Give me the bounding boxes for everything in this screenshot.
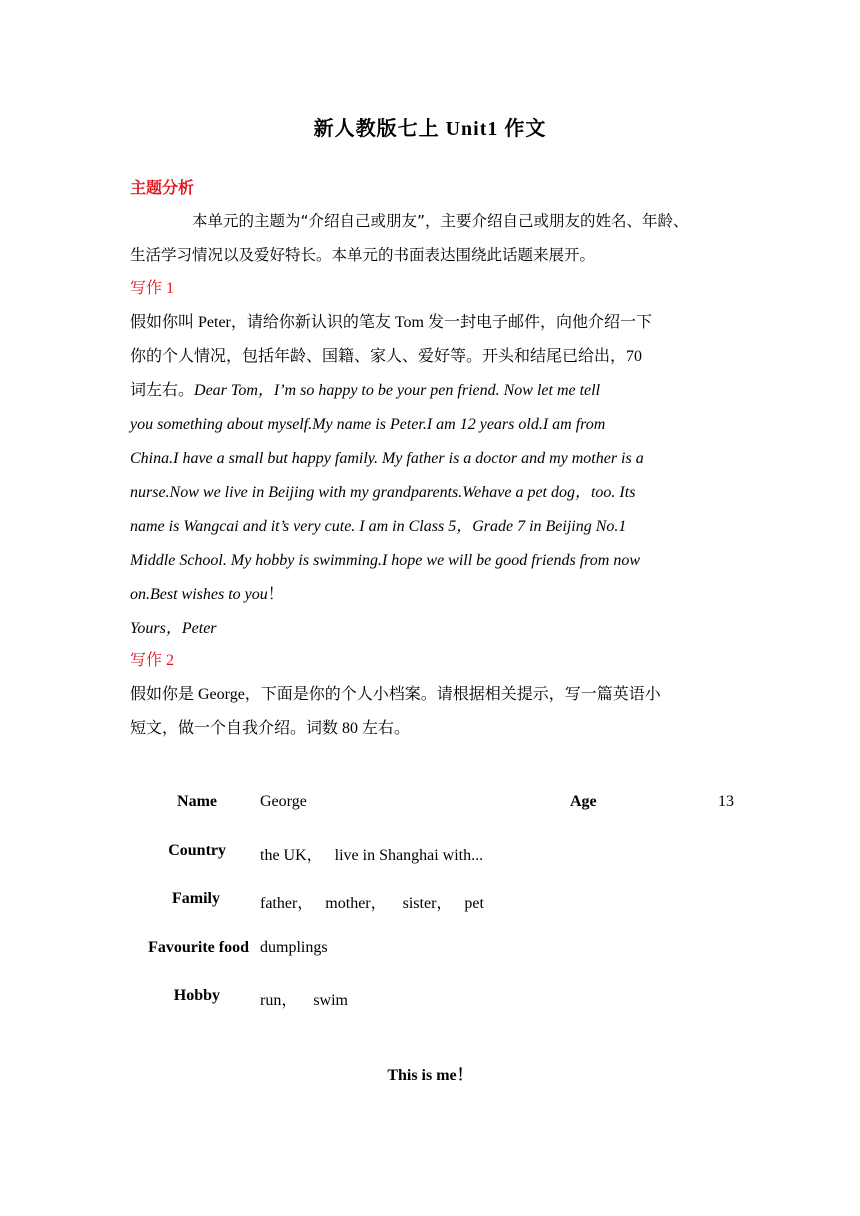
task1-line-5: China.I have a small but happy family. My father is a doctor and my mother is a [130,450,644,467]
task1-line-2: 你的个人情况，包括年龄、国籍、家人、爱好等。开头和结尾已给出，70 [130,348,643,365]
task1-heading: 写作 1 [130,280,175,297]
profile-hobby-value: run， swim [260,992,349,1009]
task1-line-9 [130,578,284,612]
task2-line-2: 短文，做一个自我介绍。词数 80 左右。 [130,720,411,737]
page-title: 新人教版七上 Unit1 作文 [313,118,547,140]
profile-age-value: 13 [718,793,734,810]
profile-family-label: Family [172,890,220,907]
task1-line-3 [130,374,600,408]
task1-line-6: nurse.Now we live in Beijing with my grandparents.Wehave a pet dog，too. Its [130,484,636,501]
task1-line-3-cn: 词左右。 [130,382,195,399]
task1-line-9-mark: ！ [267,586,284,603]
profile-hobby-label: Hobby [173,987,220,1004]
profile-country-value: the UK， live in Shanghai with... [260,847,484,864]
section-heading: 主题分析 [130,178,195,197]
task1-line-8: Middle School. My hobby is swimming.I hope we will be good friends from now [130,552,641,569]
task1-line-1: 假如你叫 Peter，请给你新认识的笔友 Tom 发一封电子邮件，向他介绍一下 [130,314,652,331]
profile-food-label: Favourite food [148,939,249,956]
profile-food-value: dumplings [260,939,328,956]
task1-line-4: you something about myself.My name is Peter.I am 12 years old.I am from [130,416,606,433]
profile-family-value: father， mother， sister， pet [260,895,484,912]
intro-line-2: 生活学习情况以及爱好特长。本单元的书面表达围绕此话题来展开。 [130,246,596,264]
intro-line-1: 本单元的主题为“介绍自己或朋友”，主要介绍自己或朋友的姓名、年龄、 [192,212,689,230]
task2-heading: 写作 2 [130,652,175,669]
profile-name-value: George [260,793,307,810]
task1-line-3-en: Dear Tom，I’m so happy to be your pen friend. Now let me tell [194,382,601,399]
task1-line-7: name is Wangcai and it’s very cute. I am in Class 5，Grade 7 in Beijing No.1 [130,518,627,535]
task1-line-10: Yours，Peter [130,620,217,637]
profile-country-label: Country [168,842,226,859]
task1-line-9-text: on.Best wishes to you [130,586,268,603]
task2-line-1: 假如你是 George，下面是你的个人小档案。请根据相关提示，写一篇英语小 [130,686,661,703]
footer-heading: This is me！ [387,1067,473,1084]
profile-age-label: Age [570,793,597,810]
profile-name-label: Name [177,793,217,810]
